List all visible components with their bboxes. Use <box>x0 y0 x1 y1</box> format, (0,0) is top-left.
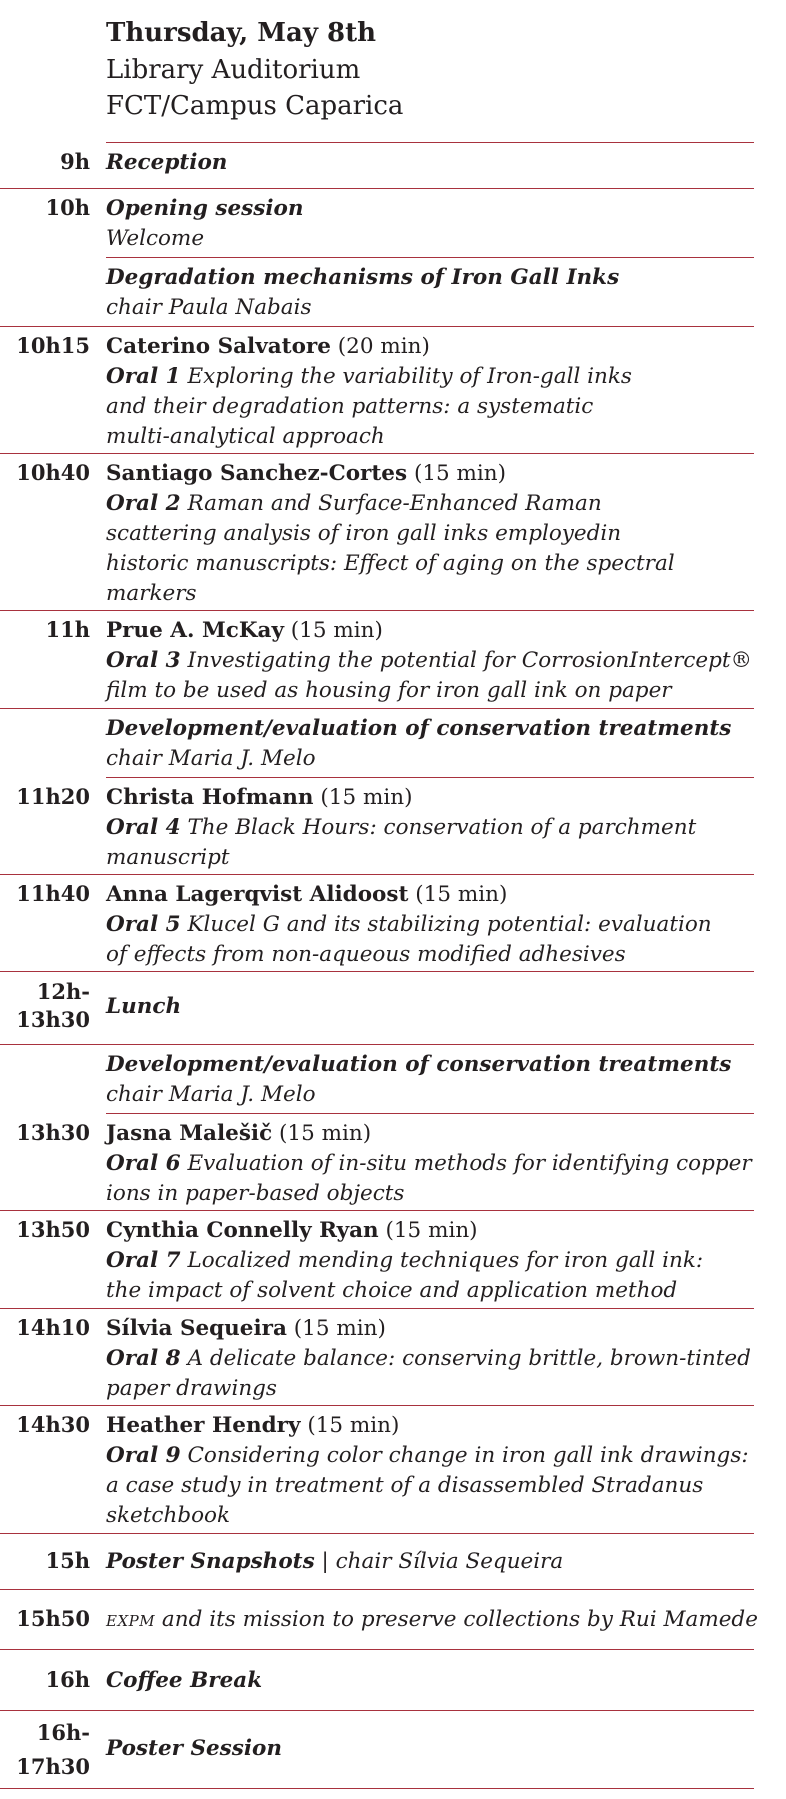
time-label: 14h10 <box>16 1315 90 1340</box>
time-label: 16h- <box>36 1720 90 1745</box>
item-title: Poster Session <box>106 1736 283 1761</box>
time-label: 10h40 <box>16 460 90 485</box>
talk-title-line: multi-analytical approach <box>106 424 385 449</box>
talk-title-line: Exploring the variability of Iron-gall inks <box>187 364 632 389</box>
talk-title-line: Considering color change in iron gall ink drawings: <box>187 1443 749 1468</box>
divider <box>0 708 754 709</box>
time-label: 13h30 <box>16 1120 90 1145</box>
talk-title-line: The Black Hours: conservation of a parchment <box>187 815 697 840</box>
talk-title-line: Localized mending techniques for iron gall ink: <box>187 1248 704 1273</box>
speaker-name: Sílvia Sequeira <box>106 1316 287 1341</box>
time-label: 15h <box>45 1548 90 1573</box>
time-label: 11h40 <box>16 881 90 906</box>
time-label: 17h30 <box>16 1754 90 1779</box>
duration: (15 min) <box>320 785 413 810</box>
talk-title-line: manuscript <box>106 845 230 870</box>
duration: (15 min) <box>307 1413 400 1438</box>
speaker-name: Prue A. McKay <box>106 618 284 643</box>
talk-title-line: film to be used as housing for iron gall ink on paper <box>106 678 672 703</box>
time-label: 13h50 <box>16 1217 90 1242</box>
divider <box>0 1649 754 1650</box>
duration: (15 min) <box>293 1316 386 1341</box>
divider <box>0 1788 754 1789</box>
talk-title-line: a case study in treatment of a disassembled Stradanus <box>106 1473 704 1498</box>
oral-number: Oral 4 <box>106 815 181 840</box>
speaker-name: Jasna Malešič <box>106 1121 273 1146</box>
talk-title-line: Evaluation of in-situ methods for identifying copper <box>187 1151 752 1176</box>
time-label: 11h <box>45 617 90 642</box>
divider <box>0 188 754 189</box>
oral-number: Oral 1 <box>106 364 181 389</box>
talk-title-line: paper drawings <box>106 1376 277 1401</box>
session-title: Development/evaluation of conservation treatments <box>106 716 732 741</box>
oral-number: Oral 6 <box>106 1151 181 1176</box>
talk-title-line: Klucel G and its stabilizing potential: evaluation <box>187 912 712 937</box>
divider <box>0 1405 754 1406</box>
item-title: Coffee Break <box>106 1668 263 1693</box>
divider <box>0 453 754 454</box>
speaker-name: Santiago Sanchez-Cortes <box>106 461 408 486</box>
item-subtitle: Welcome <box>106 226 205 251</box>
talk-title-line: markers <box>106 581 197 606</box>
item-title: Lunch <box>106 994 182 1019</box>
day-title: Thursday, May 8th <box>106 18 377 48</box>
divider <box>0 1044 754 1045</box>
duration: (15 min) <box>279 1121 372 1146</box>
separator: | <box>314 1549 336 1574</box>
divider <box>106 1113 754 1114</box>
oral-number: Oral 8 <box>106 1346 181 1371</box>
time-label: 9h <box>60 149 90 174</box>
divider <box>0 1710 754 1711</box>
duration: (15 min) <box>290 618 383 643</box>
talk-title-line: A delicate balance: conserving brittle, brown-tinted <box>187 1346 751 1371</box>
expm-abbr: EXPM <box>106 1612 156 1630</box>
divider <box>106 257 754 258</box>
campus: FCT/Campus Caparica <box>106 91 404 121</box>
session-chair: chair Paula Nabais <box>106 295 312 320</box>
speaker-name: Caterino Salvatore <box>106 334 331 359</box>
talk-title-line: sketchbook <box>106 1503 230 1528</box>
oral-number: Oral 5 <box>106 912 181 937</box>
divider <box>0 1210 754 1211</box>
divider <box>0 874 754 875</box>
session-chair: chair Maria J. Melo <box>106 746 316 771</box>
duration: (15 min) <box>415 882 508 907</box>
item-title: Opening session <box>106 196 304 221</box>
time-label: 13h30 <box>16 1007 90 1032</box>
duration: (15 min) <box>385 1218 478 1243</box>
schedule-header <box>106 14 403 124</box>
time-label: 10h15 <box>16 333 90 358</box>
time-label: 12h- <box>36 979 90 1004</box>
duration: (15 min) <box>413 461 507 486</box>
speaker-name: Christa Hofmann <box>106 785 314 810</box>
item-title: Reception <box>106 150 228 175</box>
time-label: 14h30 <box>16 1412 90 1437</box>
talk-title-line: scattering analysis of iron gall inks employedin <box>106 521 622 546</box>
talk-title-line: Investigating the potential for CorrosionIntercept® <box>187 648 753 673</box>
time-label: 16h <box>45 1667 90 1692</box>
talk-title-line: Raman and Surface-Enhanced Raman <box>187 491 602 516</box>
oral-number: Oral 7 <box>106 1248 181 1273</box>
divider <box>106 142 754 143</box>
oral-number: Oral 2 <box>106 491 181 516</box>
venue: Library Auditorium <box>106 55 361 85</box>
session-title: Degradation mechanisms of Iron Gall Inks <box>106 265 620 290</box>
divider <box>106 777 754 778</box>
item-text: and its mission to preserve collections by Rui Mamede <box>155 1607 758 1632</box>
speaker-name: Heather Hendry <box>106 1413 301 1438</box>
time-label: 10h <box>45 195 90 220</box>
duration: (20 min) <box>337 334 430 359</box>
divider <box>0 1589 754 1590</box>
talk-title-line: the impact of solvent choice and application method <box>106 1278 678 1303</box>
divider <box>0 1308 754 1309</box>
oral-number: Oral 9 <box>106 1443 181 1468</box>
talk-title-line: ions in paper-based objects <box>106 1181 405 1206</box>
divider <box>0 971 754 972</box>
time-label: 11h20 <box>16 784 90 809</box>
talk-title-line: historic manuscripts: Effect of aging on the spectral <box>106 551 675 576</box>
divider <box>0 1533 754 1534</box>
speaker-name: Anna Lagerqvist Alidoost <box>106 882 409 907</box>
divider <box>0 326 754 327</box>
session-title: Development/evaluation of conservation treatments <box>106 1052 732 1077</box>
session-chair: chair Sílvia Sequeira <box>335 1549 564 1574</box>
time-label: 15h50 <box>16 1606 90 1631</box>
speaker-name: Cynthia Connelly Ryan <box>106 1218 379 1243</box>
divider <box>0 610 754 611</box>
oral-number: Oral 3 <box>106 648 181 673</box>
talk-title-line: of effects from non-aqueous modified adhesives <box>106 942 626 967</box>
item-title: Poster Snapshots <box>106 1549 315 1574</box>
talk-title-line: and their degradation patterns: a systematic <box>106 394 594 419</box>
session-chair: chair Maria J. Melo <box>106 1082 316 1107</box>
